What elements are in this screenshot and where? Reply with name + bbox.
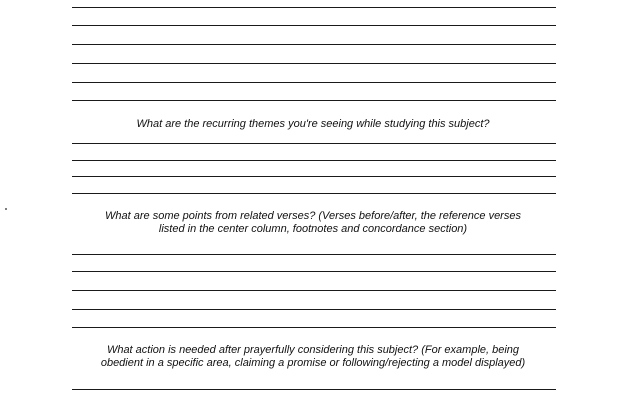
related-verses-question — [60, 210, 566, 236]
writing-line — [72, 143, 556, 144]
writing-line — [72, 25, 556, 26]
related-verses-question-line2: listed in the center column, footnotes and concordance section) — [158, 223, 468, 235]
action-question-line1: What action is needed after prayerfully considering this subject? (For example, being — [106, 344, 520, 356]
writing-line — [72, 309, 556, 310]
writing-line — [72, 100, 556, 101]
writing-line — [72, 389, 556, 390]
writing-line — [72, 82, 556, 83]
writing-line — [72, 63, 556, 64]
writing-line — [72, 160, 556, 161]
related-verses-question-line1: What are some points from related verses? (Verses before/after, the reference verses — [105, 210, 521, 222]
writing-line — [72, 327, 556, 328]
writing-line — [72, 271, 556, 272]
action-question-line2: obedient in a specific area, claiming a promise or following/rejecting a model displayed) — [100, 357, 526, 369]
writing-line — [72, 290, 556, 291]
scan-speck — [5, 208, 7, 210]
action-question — [60, 344, 566, 370]
themes-question — [60, 118, 566, 131]
writing-line — [72, 176, 556, 177]
writing-line — [72, 7, 556, 8]
writing-line — [72, 44, 556, 45]
themes-question-text: What are the recurring themes you're seeing while studying this subject? — [136, 118, 490, 130]
writing-line — [72, 193, 556, 194]
writing-line — [72, 254, 556, 255]
